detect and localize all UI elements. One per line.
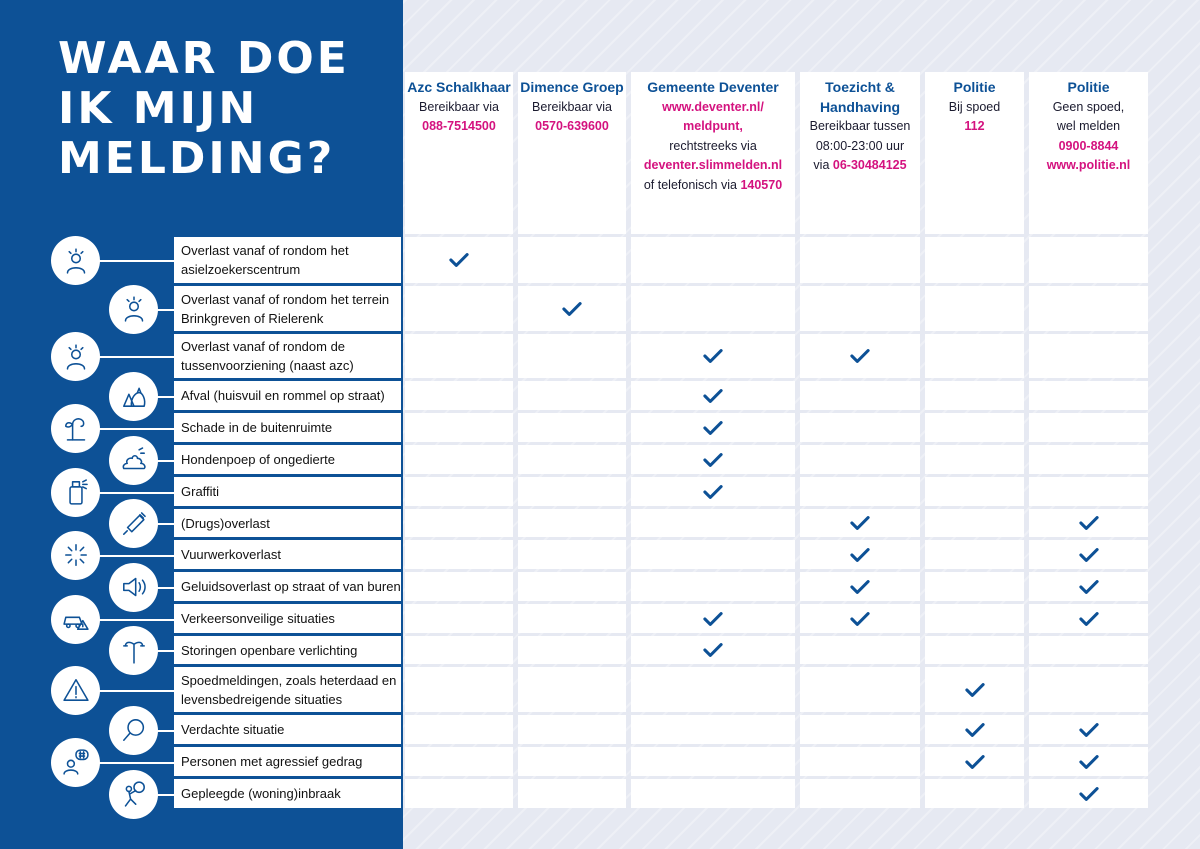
table-cell [405,636,513,664]
checkmark-icon [849,514,871,532]
car-warning-icon [51,595,100,644]
table-cell [405,413,513,442]
checkmark-icon [1078,753,1100,771]
table-cell [1029,540,1148,569]
table-cell [518,413,626,442]
column-header [405,72,513,234]
table-cell [925,715,1024,744]
contact-link[interactable]: 112 [964,119,985,133]
row-label: Spoedmeldingen, zoals heterdaad en levensbedreigende situaties [174,667,401,712]
speaker-icon [109,563,158,612]
row-label: Hondenpoep of ongedierte [174,445,401,474]
table-cell [631,237,795,283]
trash-bag-icon [109,372,158,421]
checkmark-icon [849,578,871,596]
organisation-name: Gemeente Deventer [647,79,779,95]
table-cell [1029,747,1148,776]
checkmark-icon [849,610,871,628]
table-cell [518,477,626,506]
table-cell [518,381,626,410]
table-cell [1029,445,1148,474]
contact-line [800,137,920,157]
table-cell [925,540,1024,569]
contact-line [1029,156,1148,176]
contact-line [1029,137,1148,157]
contact-line [518,98,626,118]
contact-link[interactable]: 088-7514500 [422,119,496,133]
column-header [631,72,795,234]
person-icon [51,236,100,285]
checkmark-icon [702,419,724,437]
table-cell [1029,715,1148,744]
contact-line [925,117,1024,137]
table-cell [405,334,513,378]
checkmark-icon [702,451,724,469]
table-cell [925,413,1024,442]
table-cell [631,477,795,506]
row-label: Overlast vanaf of rondom het asielzoekerscentrum [174,237,401,283]
table-cell [1029,604,1148,633]
contact-text: Bereikbaar via [532,99,612,114]
table-cell [518,667,626,712]
organisation-name: Dimence Groep [520,79,624,95]
checkmark-icon [849,546,871,564]
table-cell [518,286,626,331]
contact-line [631,137,795,157]
burglar-icon [109,770,158,819]
alert-icon [51,666,100,715]
row-label: Schade in de buitenruimte [174,413,401,442]
contact-line [518,117,626,137]
table-cell [631,413,795,442]
angry-person-icon [51,738,100,787]
table-cell [800,779,920,808]
table-cell [405,667,513,712]
title-line: WAAR DOE [58,33,350,84]
table-cell [925,445,1024,474]
contact-text: Bij spoed [948,99,1001,114]
streetlight-icon [109,626,158,675]
organisation-name: Politie [953,79,996,95]
checkmark-icon [448,251,470,269]
checkmark-icon [702,483,724,501]
table-cell [631,779,795,808]
syringe-icon [109,499,158,548]
column-header [800,72,920,234]
organisation-name: Toezicht & Handhaving [819,79,901,115]
table-cell [631,381,795,410]
checkmark-icon [849,347,871,365]
table-cell [1029,237,1148,283]
contact-link[interactable]: 0570-639600 [535,119,609,133]
contact-text: rechtstreeks via [669,138,757,153]
checkmark-icon [1078,610,1100,628]
table-cell [1029,334,1148,378]
table-cell [1029,667,1148,712]
table-cell [631,540,795,569]
checkmark-icon [702,347,724,365]
person-icon [51,332,100,381]
title-line: IK MIJN [58,83,259,134]
contact-line [631,98,795,118]
contact-text: of telefonisch via [643,177,741,192]
table-cell [800,667,920,712]
table-cell [405,381,513,410]
column-header [518,72,626,234]
table-cell [518,715,626,744]
page-title [58,34,388,184]
table-cell [631,667,795,712]
row-label: Overlast vanaf of rondom het terrein Brinkgreven of Rielerenk [174,286,401,331]
row-label: Verdachte situatie [174,715,401,744]
contact-link[interactable]: www.politie.nl [1046,158,1131,172]
table-cell [925,237,1024,283]
table-cell [518,540,626,569]
checkmark-icon [1078,578,1100,596]
row-label: Gepleegde (woning)inbraak [174,779,401,808]
table-cell [1029,509,1148,537]
contact-text: 08:00-23:00 uur [815,138,905,153]
table-cell [631,636,795,664]
contact-link[interactable]: deventer.slimmelden.nl [643,158,783,172]
row-label: Storingen openbare verlichting [174,636,401,664]
table-cell [925,779,1024,808]
table-cell [925,477,1024,506]
organisation-name: Politie [1067,79,1110,95]
fireworks-icon [51,531,100,580]
contact-text: wel melden [1056,119,1121,133]
column-header [925,72,1024,234]
table-cell [925,572,1024,601]
contact-text: Bereikbaar via [419,99,499,114]
contact-line [1029,117,1148,137]
broken-plant-icon [51,404,100,453]
row-label: Geluidsoverlast op straat of van buren [174,572,401,601]
table-cell [405,779,513,808]
table-cell [925,747,1024,776]
table-cell [518,747,626,776]
table-cell [800,747,920,776]
table-cell [800,413,920,442]
table-cell [405,747,513,776]
table-cell [1029,779,1148,808]
organisation-name: Azc Schalkhaar [407,79,511,95]
table-cell [518,779,626,808]
table-cell [631,747,795,776]
column-header [1029,72,1148,234]
table-cell [925,604,1024,633]
table-cell [518,636,626,664]
table-cell [518,237,626,283]
table-cell [631,604,795,633]
table-cell [925,667,1024,712]
table-cell [405,286,513,331]
table-cell [800,381,920,410]
contact-line [405,98,513,118]
table-cell [1029,286,1148,331]
checkmark-icon [702,610,724,628]
contact-text: Geen spoed, [1052,99,1125,114]
title-line: MELDING? [58,133,336,184]
row-label: (Drugs)overlast [174,509,401,537]
table-cell [1029,477,1148,506]
table-cell [800,715,920,744]
checkmark-icon [702,641,724,659]
table-cell [800,604,920,633]
table-cell [405,604,513,633]
table-cell [631,509,795,537]
checkmark-icon [964,753,986,771]
checkmark-icon [702,387,724,405]
contact-link[interactable]: 0900-8844 [1058,138,1119,153]
table-cell [800,540,920,569]
contact-line [925,98,1024,118]
row-label: Vuurwerkoverlast [174,540,401,569]
dog-poop-icon [109,436,158,485]
table-cell [631,572,795,601]
checkmark-icon [1078,721,1100,739]
table-cell [405,715,513,744]
table-cell [1029,413,1148,442]
magnifier-icon [109,706,158,755]
table-cell [800,445,920,474]
contact-line [631,117,795,137]
table-cell [800,477,920,506]
row-label: Personen met agressief gedrag [174,747,401,776]
contact-link[interactable]: meldpunt, [683,119,743,133]
contact-line [800,156,920,176]
contact-text: Bereikbaar tussen [809,119,911,133]
table-cell [925,381,1024,410]
checkmark-icon [1078,514,1100,532]
table-cell [518,509,626,537]
table-cell [631,445,795,474]
table-cell [1029,572,1148,601]
table-cell [800,572,920,601]
table-cell [1029,636,1148,664]
contact-line [631,176,795,196]
row-label: Afval (huisvuil en rommel op straat) [174,381,401,410]
table-cell [800,636,920,664]
spray-can-icon [51,468,100,517]
table-cell [405,237,513,283]
table-cell [518,604,626,633]
table-cell [1029,381,1148,410]
contact-link[interactable]: www.deventer.nl/ [662,99,764,114]
table-cell [925,334,1024,378]
table-cell [925,636,1024,664]
checkmark-icon [964,721,986,739]
table-cell [405,540,513,569]
checkmark-icon [561,300,583,318]
row-label: Overlast vanaf of rondom de tussenvoorziening (naast azc) [174,334,401,378]
contact-text: via [813,158,833,172]
table-cell [518,334,626,378]
contact-phone[interactable]: 06-30484125 [832,158,907,172]
checkmark-icon [1078,546,1100,564]
table-cell [800,237,920,283]
checkmark-icon [1078,785,1100,803]
table-cell [405,572,513,601]
row-label: Verkeersonveilige situaties [174,604,401,633]
table-cell [405,445,513,474]
table-cell [631,715,795,744]
table-cell [800,334,920,378]
table-cell [631,286,795,331]
table-cell [800,509,920,537]
contact-phone[interactable]: 140570 [740,177,783,192]
contact-line [631,156,795,176]
contact-line [1029,98,1148,118]
contact-line [405,117,513,137]
table-cell [518,572,626,601]
contact-line [800,117,920,137]
table-cell [405,509,513,537]
table-cell [800,286,920,331]
table-cell [518,445,626,474]
table-cell [925,286,1024,331]
checkmark-icon [964,681,986,699]
table-cell [925,509,1024,537]
table-cell [405,477,513,506]
person-icon [109,285,158,334]
table-cell [631,334,795,378]
row-label: Graffiti [174,477,401,506]
